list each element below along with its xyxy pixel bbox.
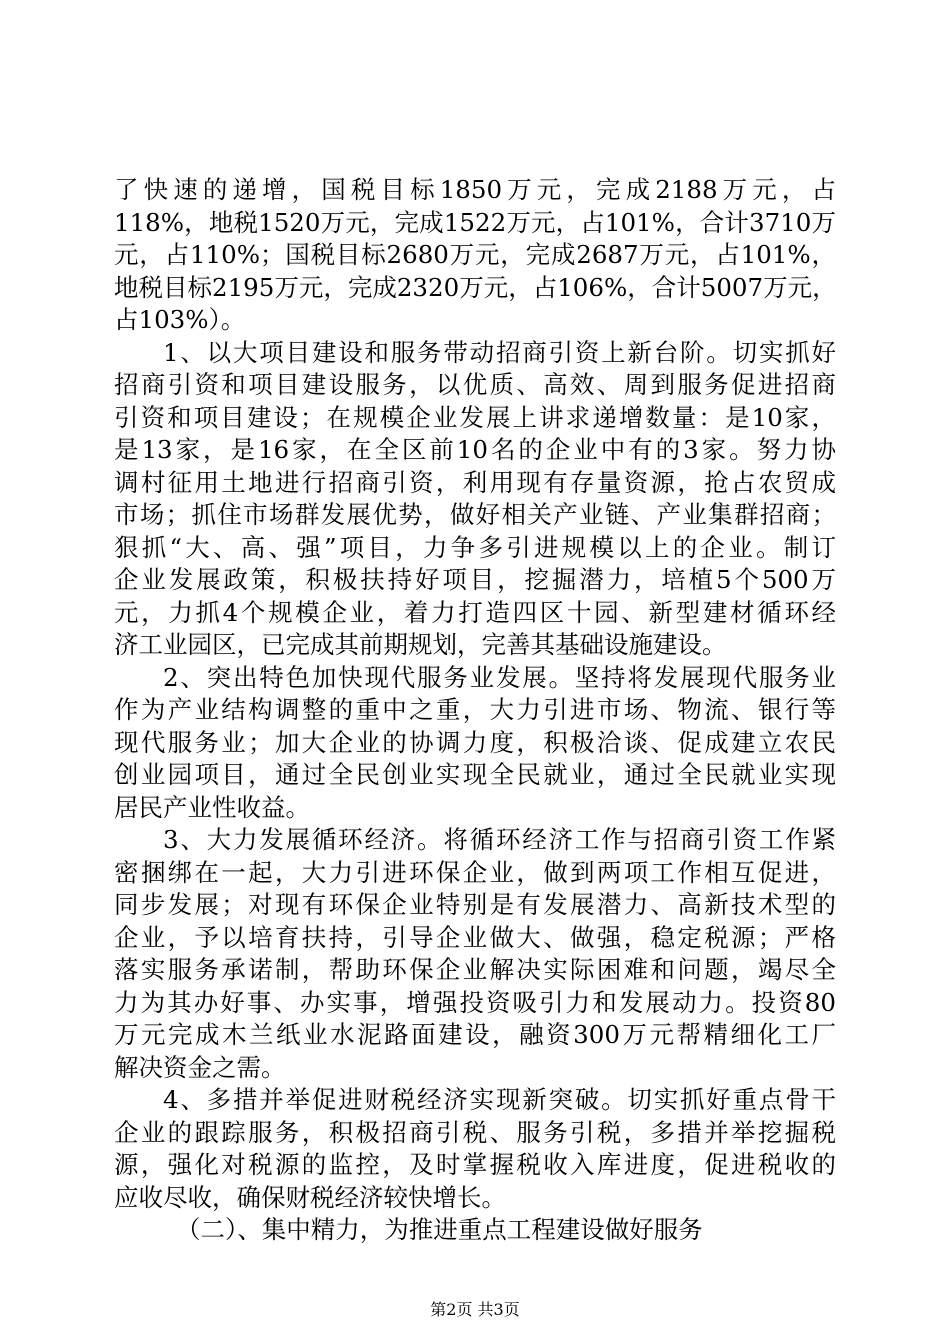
body-text-line: 引资和项目建设；在规模企业发展上讲求递增数量：是10家， [114,402,836,432]
body-text-line: 地税目标2195万元，完成2320万元，占106%，合计5007万元， [114,272,837,302]
body-text-line: 万元完成木兰纸业水泥路面建设，融资300万元帮精细化工厂 [114,1020,836,1049]
body-text-line: 力为其办好事、办实事，增强投资吸引力和发展动力。投资80 [114,987,836,1017]
body-text-line: 是13家，是16家，在全区前10名的企业中有的3家。努力协 [114,435,836,464]
body-text-line: 118%，地税1520万元，完成1522万元，占101%，合计3710万 [114,207,836,237]
body-text-line: 居民产业性收益。 [114,792,310,822]
body-text-line: 创业园项目，通过全民创业实现全民就业，通过全民就业实现 [114,760,836,789]
body-text-line: 了快速的递增，国税目标1850万元，完成2188万元，占 [114,175,836,204]
body-text-line: 元，力抓4个规模企业，着力打造四区十园、新型建材循环经 [114,597,836,627]
body-text-line: 招商引资和项目建设服务，以优质、高效、周到服务促进招商 [114,370,836,399]
paragraph-2-first-line: 2、突出特色加快现代服务业发展。坚持将发展现代服务业 [163,662,836,692]
body-text-line: 企业发展政策，积极扶持好项目，挖掘潜力，培植5个500万 [114,565,836,594]
paragraph-4-first-line: 4、多措并举促进财税经济实现新突破。切实抓好重点骨干 [163,1085,836,1114]
body-text-line: 企业的跟踪服务，积极招商引税、服务引税，多措并举挖掘税 [114,1117,836,1147]
page-footer: 第2页 共3页 [430,1300,520,1319]
body-text-line: 占103%）。 [114,305,246,334]
body-text-line: 解决资金之需。 [114,1052,286,1082]
body-text-line: 狠抓“大、高、强”项目，力争多引进规模以上的企业。制订 [114,532,836,562]
body-text-line: 应收尽收，确保财税经济较快增长。 [114,1182,506,1212]
body-text-line: 落实服务承诺制，帮助环保企业解决实际困难和问题，竭尽全 [114,955,836,984]
body-text-line: 现代服务业；加大企业的协调力度，积极洽谈、促成建立农民 [114,727,836,757]
paragraph-3-first-line: 3、大力发展循环经济。将循环经济工作与招商引资工作紧 [163,825,836,854]
body-text-line: 同步发展；对现有环保企业特别是有发展潜力、高新技术型的 [114,890,836,919]
paragraph-1-first-line: 1、以大项目建设和服务带动招商引资上新台阶。切实抓好 [163,337,836,367]
document-body [114,174,836,1247]
body-text-line: 企业，予以培育扶持，引导企业做大、做强，稳定税源；严格 [114,922,836,952]
section-heading: （二）、集中精力，为推进重点工程建设做好服务 [176,1215,703,1244]
body-text-line: 调村征用土地进行招商引资，利用现有存量资源，抢占农贸成 [114,467,836,497]
body-text-line: 元，占110%；国税目标2680万元，完成2687万元，占101%， [114,240,836,269]
body-text-line: 密捆绑在一起，大力引进环保企业，做到两项工作相互促进， [114,857,836,887]
body-text-line: 源，强化对税源的监控，及时掌握税收入库进度，促进税收的 [114,1150,836,1179]
body-text-line: 济工业园区，已完成其前期规划，完善其基础设施建设。 [114,630,727,659]
body-text-line: 市场；抓住市场群发展优势，做好相关产业链、产业集群招商； [114,500,836,529]
body-text-line: 作为产业结构调整的重中之重，大力引进市场、物流、银行等 [114,695,836,724]
